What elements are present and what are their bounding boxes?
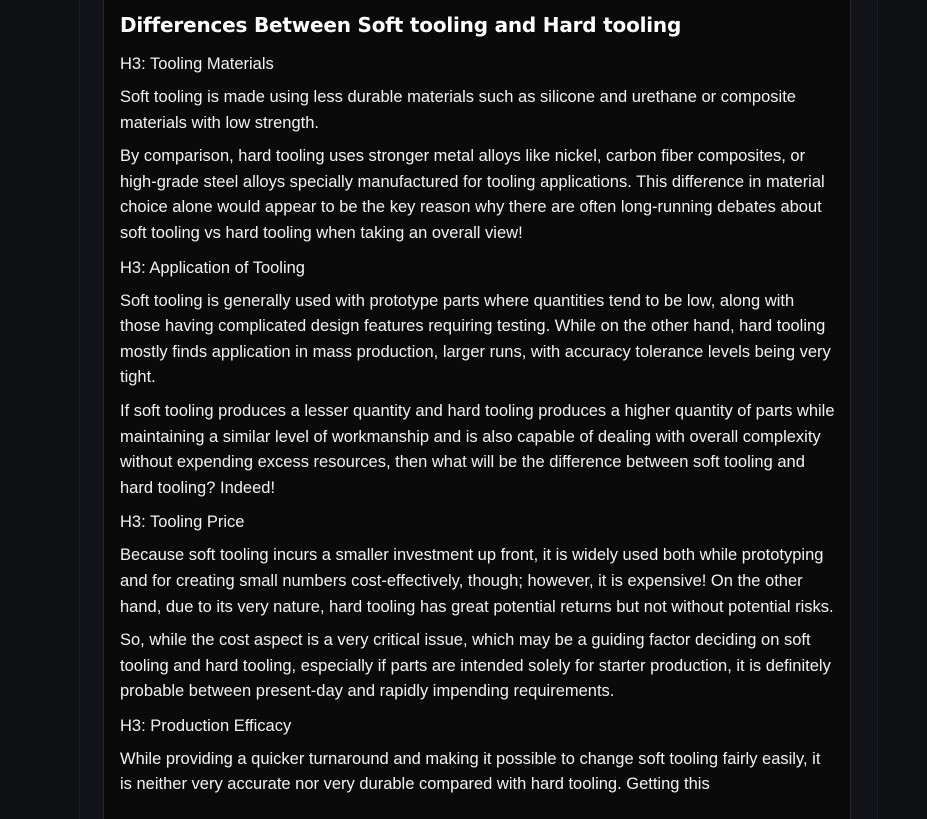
section-paragraph: Soft tooling is made using less durable materials such as silicone and urethane or composite materials with low strength. xyxy=(120,88,796,132)
article-card xyxy=(103,0,851,819)
section-heading-price: H3: Tooling Price xyxy=(120,513,245,532)
section-paragraph: Soft tooling is generally used with prototype parts where quantities tend to be low, along with those having complicated design features requiring testing. While on the other hand, hard tooling mostly finds application in mass production, larger runs, with accuracy tolerance levels being very tight. xyxy=(120,291,831,387)
section-paragraph: Because soft tooling incurs a smaller investment up front, it is widely used both while prototyping and for creating small numbers cost-effectively, though; however, it is expensive! On the other hand, due to its very nature, hard tooling has great potential returns but not without potential risks. xyxy=(120,546,834,616)
section-heading-application: H3: Application of Tooling xyxy=(120,258,305,277)
article-content xyxy=(120,10,836,806)
section-paragraph: So, while the cost aspect is a very critical issue, which may be a guiding factor deciding on soft tooling and hard tooling, especially if parts are intended solely for starter production, it is definitely probable between present-day and rapidly impending requirements. xyxy=(120,631,831,701)
section-paragraph: If soft tooling produces a lesser quantity and hard tooling produces a higher quantity of parts while maintaining a similar level of workmanship and is also capable of dealing with overall complexity without expending excess resources, then what will be the difference between soft tooling and hard tooling? Indeed! xyxy=(120,401,835,497)
section-heading-materials: H3: Tooling Materials xyxy=(120,55,274,73)
section-heading-efficacy: H3: Production Efficacy xyxy=(120,716,292,735)
section-paragraph: While providing a quicker turnaround and making it possible to change soft tooling fairly easily, it is neither very accurate nor very durable compared with hard tooling. Getting this xyxy=(120,749,821,794)
section-paragraph: By comparison, hard tooling uses stronger metal alloys like nickel, carbon fiber composites, or high-grade steel alloys specially manufactured for tooling applications. This difference in material choice alone would appear to be the key reason why there are often long-running debates about soft tooling vs hard tooling when taking an overall view! xyxy=(120,147,825,242)
article-title: Differences Between Soft tooling and Hard tooling xyxy=(120,13,682,37)
